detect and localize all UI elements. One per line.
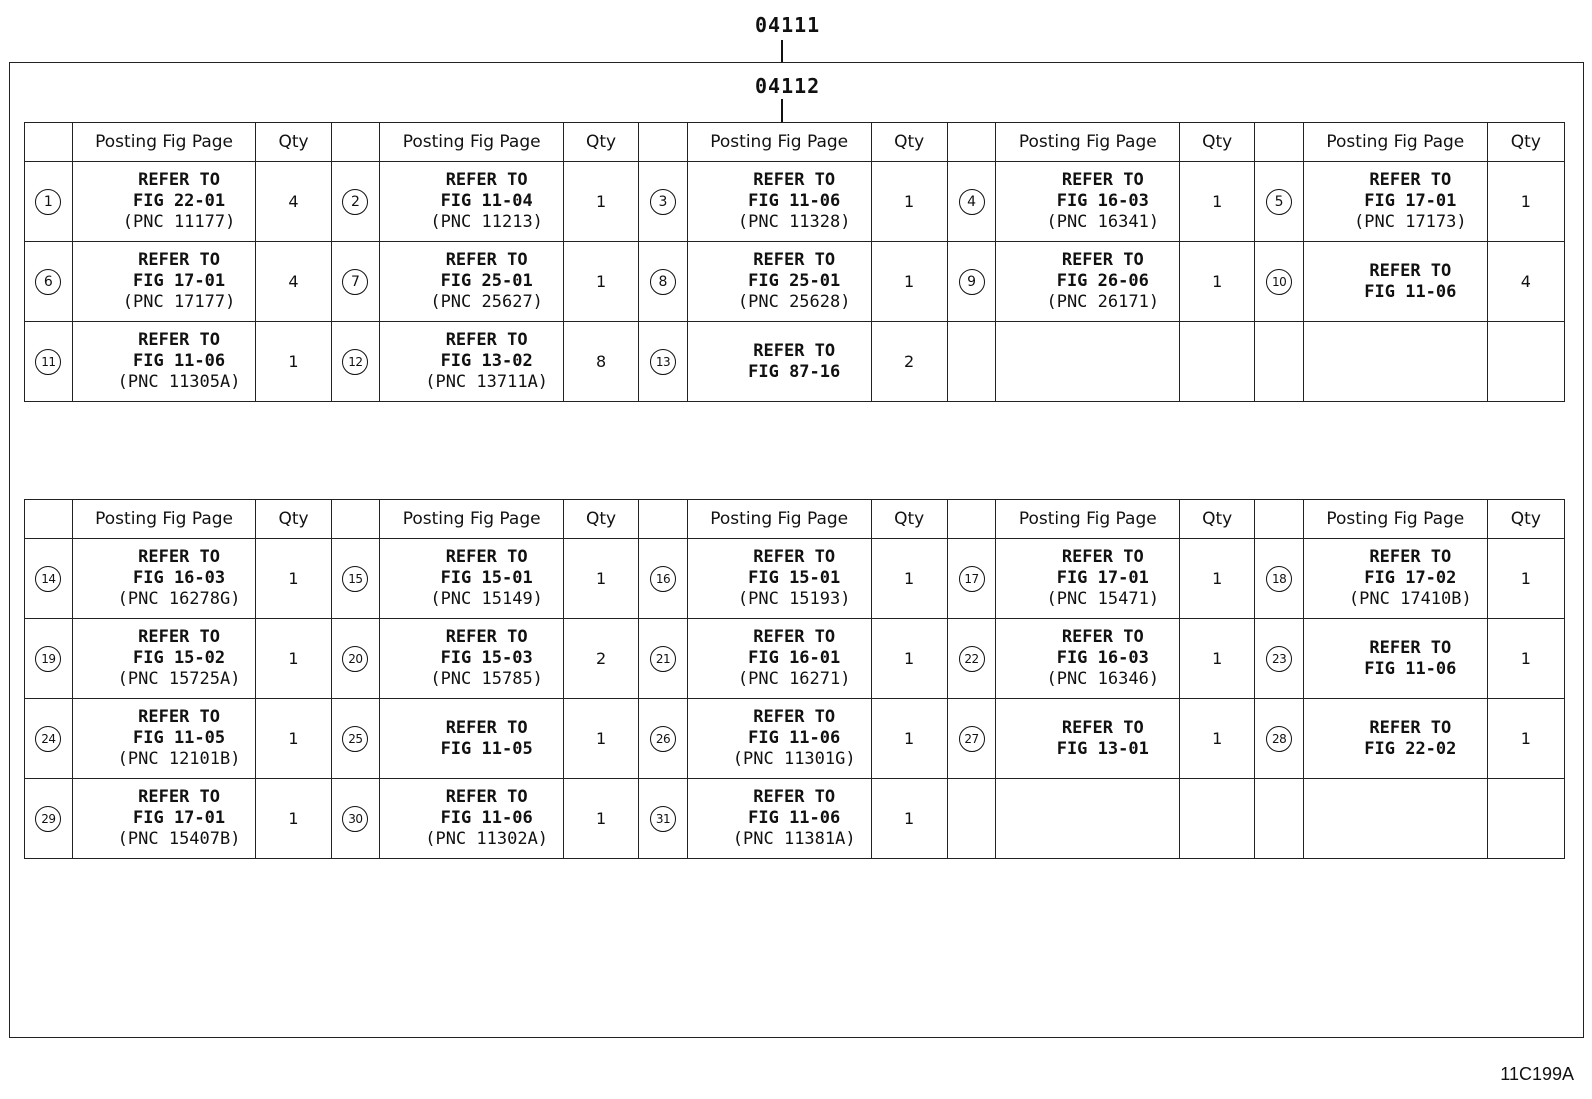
reference-line-l1: REFER TO bbox=[138, 707, 221, 727]
item-number: 18 bbox=[1266, 566, 1292, 592]
reference-line-l3: (PNC 25627) bbox=[430, 292, 543, 312]
qty-cell: 1 bbox=[871, 619, 947, 699]
reference-line-l3: (PNC 15785) bbox=[430, 669, 543, 689]
item-number: 30 bbox=[342, 806, 368, 832]
reference-cell bbox=[996, 322, 1180, 402]
reference-line-l3: (PNC 17410B) bbox=[1348, 589, 1472, 609]
item-number: 14 bbox=[35, 566, 61, 592]
reference-line-l3: (PNC 26171) bbox=[1046, 292, 1160, 312]
reference-line-l1: REFER TO bbox=[445, 330, 528, 350]
header-posting-fig-page: Posting Fig Page bbox=[687, 500, 871, 539]
header-posting-fig-page: Posting Fig Page bbox=[380, 123, 564, 162]
reference-line-l1: REFER TO bbox=[1061, 170, 1144, 190]
reference-cell bbox=[1303, 162, 1487, 242]
header-posting-fig-page: Posting Fig Page bbox=[996, 123, 1180, 162]
reference-line-l3: (PNC 15725A) bbox=[117, 669, 241, 689]
header-posting-fig-page: Posting Fig Page bbox=[687, 123, 871, 162]
reference-cell bbox=[996, 242, 1180, 322]
item-number: 8 bbox=[650, 269, 676, 295]
reference-line-l1: REFER TO bbox=[138, 330, 221, 350]
table-row bbox=[25, 162, 1565, 242]
qty-cell: 1 bbox=[871, 162, 947, 242]
item-number: 15 bbox=[342, 566, 368, 592]
reference-line-l1: REFER TO bbox=[753, 707, 836, 727]
reference-line-l3: (PNC 16278G) bbox=[117, 589, 241, 609]
reference-line-l1: REFER TO bbox=[753, 787, 836, 807]
item-number-cell bbox=[331, 242, 380, 322]
item-number-cell bbox=[331, 162, 380, 242]
header-posting-fig-page: Posting Fig Page bbox=[72, 500, 256, 539]
item-number: 3 bbox=[650, 189, 676, 215]
reference-line-l1: REFER TO bbox=[138, 787, 221, 807]
reference-line-l3: (PNC 11305A) bbox=[117, 372, 241, 392]
reference-cell bbox=[996, 162, 1180, 242]
reference-line-l2: FIG 13-02 bbox=[440, 351, 533, 371]
qty-cell: 4 bbox=[256, 242, 331, 322]
reference-line-l2: FIG 11-05 bbox=[133, 728, 226, 748]
reference-cell bbox=[687, 699, 871, 779]
reference-line-l3: (PNC 11302A) bbox=[425, 829, 549, 849]
reference-line-l2: FIG 87-16 bbox=[748, 361, 841, 382]
assembly-label-04111: 04111 bbox=[755, 13, 821, 37]
reference-line-l2: FIG 16-01 bbox=[748, 648, 841, 668]
item-number: 6 bbox=[35, 269, 61, 295]
reference-line-l1: REFER TO bbox=[138, 250, 221, 270]
header-qty: Qty bbox=[1487, 123, 1564, 162]
item-number: 23 bbox=[1266, 646, 1292, 672]
qty-cell: 1 bbox=[871, 242, 947, 322]
reference-line-l2: FIG 11-05 bbox=[440, 738, 533, 759]
reference-line-l2: FIG 11-06 bbox=[1364, 658, 1457, 679]
qty-cell bbox=[1487, 779, 1564, 859]
item-number-cell bbox=[1255, 242, 1304, 322]
qty-cell bbox=[1180, 779, 1255, 859]
reference-line-l1: REFER TO bbox=[753, 627, 836, 647]
reference-cell bbox=[72, 242, 256, 322]
reference-cell bbox=[72, 539, 256, 619]
reference-cell bbox=[687, 162, 871, 242]
header-posting-fig-page: Posting Fig Page bbox=[1303, 500, 1487, 539]
reference-line-l1: REFER TO bbox=[753, 547, 836, 567]
qty-cell: 1 bbox=[871, 779, 947, 859]
item-number-cell bbox=[639, 242, 688, 322]
reference-cell bbox=[1303, 699, 1487, 779]
reference-line-l2: FIG 25-01 bbox=[440, 271, 533, 291]
qty-cell: 1 bbox=[256, 779, 331, 859]
item-number: 21 bbox=[650, 646, 676, 672]
item-number-cell bbox=[25, 539, 73, 619]
reference-cell bbox=[1303, 242, 1487, 322]
item-number-cell bbox=[639, 699, 688, 779]
item-number-cell bbox=[947, 322, 996, 402]
table-row bbox=[25, 779, 1565, 859]
reference-line-l2: FIG 16-03 bbox=[1056, 648, 1149, 668]
header-index bbox=[25, 500, 73, 539]
reference-cell bbox=[380, 619, 564, 699]
item-number-cell bbox=[1255, 539, 1304, 619]
header-qty: Qty bbox=[564, 123, 639, 162]
reference-line-l1: REFER TO bbox=[445, 250, 528, 270]
reference-line-l3: (PNC 11177) bbox=[122, 212, 236, 232]
reference-line-l1: REFER TO bbox=[1369, 547, 1452, 567]
reference-line-l3: (PNC 11328) bbox=[737, 212, 851, 232]
reference-line-l2: FIG 16-03 bbox=[133, 568, 226, 588]
reference-line-l1: REFER TO bbox=[445, 627, 528, 647]
item-number-cell bbox=[639, 619, 688, 699]
reference-line-l3: (PNC 16271) bbox=[737, 669, 851, 689]
reference-line-l2: FIG 15-03 bbox=[440, 648, 533, 668]
reference-cell bbox=[996, 779, 1180, 859]
item-number-cell bbox=[1255, 322, 1304, 402]
leader-line-04111 bbox=[781, 40, 783, 62]
qty-cell: 1 bbox=[871, 539, 947, 619]
qty-cell: 1 bbox=[564, 539, 639, 619]
item-number: 19 bbox=[35, 646, 61, 672]
table-row bbox=[25, 619, 1565, 699]
reference-cell bbox=[380, 779, 564, 859]
header-index bbox=[1255, 123, 1304, 162]
reference-line-l1: REFER TO bbox=[445, 170, 528, 190]
reference-line-l1: REFER TO bbox=[1369, 637, 1452, 658]
qty-cell: 1 bbox=[871, 699, 947, 779]
reference-line-l1: REFER TO bbox=[1061, 627, 1144, 647]
reference-line-l1: REFER TO bbox=[138, 627, 221, 647]
item-number-cell bbox=[331, 779, 380, 859]
item-number: 24 bbox=[35, 726, 61, 752]
item-number: 31 bbox=[650, 806, 676, 832]
item-number: 2 bbox=[342, 189, 368, 215]
reference-line-l2: FIG 25-01 bbox=[748, 271, 841, 291]
reference-cell bbox=[996, 699, 1180, 779]
item-number-cell bbox=[1255, 162, 1304, 242]
table-row bbox=[25, 699, 1565, 779]
reference-line-l3: (PNC 11301G) bbox=[732, 749, 856, 769]
reference-line-l3: (PNC 11213) bbox=[430, 212, 543, 232]
item-number-cell bbox=[25, 242, 73, 322]
reference-line-l3: (PNC 25628) bbox=[737, 292, 851, 312]
header-index bbox=[947, 500, 996, 539]
reference-line-l2: FIG 11-06 bbox=[1364, 281, 1457, 302]
reference-line-l3: (PNC 15193) bbox=[737, 589, 851, 609]
reference-line-l3: (PNC 15471) bbox=[1046, 589, 1160, 609]
item-number: 4 bbox=[959, 189, 985, 215]
reference-line-l1: REFER TO bbox=[445, 547, 528, 567]
header-posting-fig-page: Posting Fig Page bbox=[1303, 123, 1487, 162]
reference-line-l2: FIG 13-01 bbox=[1056, 738, 1149, 759]
item-number: 17 bbox=[959, 566, 985, 592]
table-row bbox=[25, 242, 1565, 322]
reference-line-l2: FIG 15-01 bbox=[440, 568, 533, 588]
assembly-label-04112: 04112 bbox=[755, 74, 821, 98]
reference-cell bbox=[687, 322, 871, 402]
reference-line-l1: REFER TO bbox=[753, 170, 836, 190]
qty-cell: 1 bbox=[256, 322, 331, 402]
reference-cell bbox=[1303, 619, 1487, 699]
item-number: 13 bbox=[650, 349, 676, 375]
reference-line-l2: FIG 11-06 bbox=[748, 191, 841, 211]
qty-cell: 4 bbox=[256, 162, 331, 242]
item-number-cell bbox=[1255, 619, 1304, 699]
header-posting-fig-page: Posting Fig Page bbox=[72, 123, 256, 162]
item-number: 9 bbox=[959, 269, 985, 295]
reference-cell bbox=[72, 779, 256, 859]
reference-line-l1: REFER TO bbox=[753, 250, 836, 270]
item-number-cell bbox=[947, 699, 996, 779]
parts-table-2 bbox=[24, 499, 1565, 859]
reference-line-l1: REFER TO bbox=[445, 787, 528, 807]
reference-line-l1: REFER TO bbox=[1369, 717, 1452, 738]
table-row bbox=[25, 322, 1565, 402]
reference-line-l2: FIG 16-03 bbox=[1056, 191, 1149, 211]
reference-line-l3: (PNC 15407B) bbox=[117, 829, 241, 849]
reference-line-l1: REFER TO bbox=[1369, 170, 1452, 190]
qty-cell: 1 bbox=[1487, 619, 1564, 699]
qty-cell: 2 bbox=[564, 619, 639, 699]
qty-cell: 1 bbox=[1180, 242, 1255, 322]
item-number-cell bbox=[331, 699, 380, 779]
qty-cell: 1 bbox=[1180, 619, 1255, 699]
reference-cell bbox=[687, 539, 871, 619]
item-number: 25 bbox=[342, 726, 368, 752]
header-posting-fig-page: Posting Fig Page bbox=[996, 500, 1180, 539]
item-number-cell bbox=[25, 162, 73, 242]
reference-line-l3: (PNC 16346) bbox=[1046, 669, 1160, 689]
item-number-cell bbox=[25, 779, 73, 859]
qty-cell bbox=[1487, 322, 1564, 402]
qty-cell: 1 bbox=[564, 779, 639, 859]
qty-cell bbox=[1180, 322, 1255, 402]
reference-line-l1: REFER TO bbox=[445, 717, 528, 738]
header-index bbox=[25, 123, 73, 162]
reference-cell bbox=[687, 779, 871, 859]
qty-cell: 1 bbox=[256, 539, 331, 619]
reference-cell bbox=[380, 322, 564, 402]
reference-cell bbox=[996, 539, 1180, 619]
qty-cell: 1 bbox=[1487, 699, 1564, 779]
qty-cell: 1 bbox=[1487, 539, 1564, 619]
header-index bbox=[639, 500, 688, 539]
qty-cell: 4 bbox=[1487, 242, 1564, 322]
item-number: 26 bbox=[650, 726, 676, 752]
item-number: 1 bbox=[35, 189, 61, 215]
reference-cell bbox=[1303, 322, 1487, 402]
figure-code: 11C199A bbox=[1500, 1064, 1574, 1084]
reference-line-l2: FIG 11-06 bbox=[748, 728, 841, 748]
qty-cell: 1 bbox=[564, 242, 639, 322]
parts-table-1 bbox=[24, 122, 1565, 402]
item-number: 5 bbox=[1266, 189, 1292, 215]
item-number-cell bbox=[25, 699, 73, 779]
item-number-cell bbox=[947, 619, 996, 699]
reference-line-l2: FIG 22-01 bbox=[133, 191, 226, 211]
header-row bbox=[25, 123, 1565, 162]
reference-line-l2: FIG 22-02 bbox=[1364, 738, 1457, 759]
header-index bbox=[947, 123, 996, 162]
item-number-cell bbox=[331, 539, 380, 619]
header-index bbox=[331, 123, 380, 162]
header-qty: Qty bbox=[871, 500, 947, 539]
header-posting-fig-page: Posting Fig Page bbox=[380, 500, 564, 539]
header-row bbox=[25, 500, 1565, 539]
header-qty: Qty bbox=[1180, 123, 1255, 162]
item-number: 20 bbox=[342, 646, 368, 672]
reference-cell bbox=[687, 242, 871, 322]
header-qty: Qty bbox=[256, 500, 331, 539]
reference-cell bbox=[996, 619, 1180, 699]
item-number: 28 bbox=[1266, 726, 1292, 752]
reference-line-l2: FIG 17-01 bbox=[1056, 568, 1149, 588]
reference-line-l3: (PNC 13711A) bbox=[425, 372, 549, 392]
item-number-cell bbox=[331, 322, 380, 402]
reference-line-l2: FIG 11-06 bbox=[440, 808, 533, 828]
header-qty: Qty bbox=[1487, 500, 1564, 539]
reference-line-l3: (PNC 11381A) bbox=[732, 829, 856, 849]
qty-cell: 1 bbox=[1487, 162, 1564, 242]
header-index bbox=[639, 123, 688, 162]
reference-line-l2: FIG 17-01 bbox=[133, 271, 226, 291]
reference-cell bbox=[72, 619, 256, 699]
header-index bbox=[331, 500, 380, 539]
reference-cell bbox=[687, 619, 871, 699]
table-row bbox=[25, 539, 1565, 619]
header-qty: Qty bbox=[1180, 500, 1255, 539]
item-number-cell bbox=[639, 322, 688, 402]
reference-line-l3: (PNC 17177) bbox=[122, 292, 236, 312]
reference-line-l1: REFER TO bbox=[1061, 717, 1144, 738]
item-number: 22 bbox=[959, 646, 985, 672]
reference-cell bbox=[72, 699, 256, 779]
qty-cell: 1 bbox=[256, 699, 331, 779]
reference-line-l2: FIG 11-06 bbox=[748, 808, 841, 828]
qty-cell: 1 bbox=[564, 162, 639, 242]
qty-cell: 1 bbox=[1180, 699, 1255, 779]
item-number-cell bbox=[947, 539, 996, 619]
leader-line-04112 bbox=[781, 99, 783, 123]
reference-cell bbox=[380, 242, 564, 322]
reference-line-l2: FIG 11-04 bbox=[440, 191, 533, 211]
reference-line-l3: (PNC 17173) bbox=[1354, 212, 1467, 232]
reference-cell bbox=[380, 539, 564, 619]
item-number-cell bbox=[639, 539, 688, 619]
reference-line-l1: REFER TO bbox=[753, 340, 836, 361]
reference-cell bbox=[1303, 539, 1487, 619]
item-number-cell bbox=[25, 322, 73, 402]
qty-cell: 1 bbox=[1180, 162, 1255, 242]
item-number-cell bbox=[947, 779, 996, 859]
reference-line-l2: FIG 17-01 bbox=[133, 808, 226, 828]
reference-line-l3: (PNC 12101B) bbox=[117, 749, 241, 769]
reference-cell bbox=[380, 699, 564, 779]
reference-line-l3: (PNC 15149) bbox=[430, 589, 543, 609]
item-number-cell bbox=[331, 619, 380, 699]
item-number: 11 bbox=[35, 349, 61, 375]
reference-line-l2: FIG 15-02 bbox=[133, 648, 226, 668]
item-number: 7 bbox=[342, 269, 368, 295]
qty-cell: 2 bbox=[871, 322, 947, 402]
reference-line-l1: REFER TO bbox=[138, 547, 221, 567]
reference-cell bbox=[72, 322, 256, 402]
item-number-cell bbox=[639, 779, 688, 859]
reference-line-l1: REFER TO bbox=[1061, 547, 1144, 567]
header-qty: Qty bbox=[256, 123, 331, 162]
reference-line-l3: (PNC 16341) bbox=[1046, 212, 1160, 232]
reference-line-l1: REFER TO bbox=[1061, 250, 1144, 270]
item-number-cell bbox=[947, 162, 996, 242]
header-qty: Qty bbox=[564, 500, 639, 539]
reference-line-l2: FIG 26-06 bbox=[1056, 271, 1149, 291]
reference-line-l2: FIG 11-06 bbox=[133, 351, 226, 371]
reference-line-l1: REFER TO bbox=[138, 170, 221, 190]
reference-line-l1: REFER TO bbox=[1369, 260, 1452, 281]
item-number-cell bbox=[639, 162, 688, 242]
item-number: 16 bbox=[650, 566, 676, 592]
item-number: 12 bbox=[342, 349, 368, 375]
item-number: 29 bbox=[35, 806, 61, 832]
qty-cell: 1 bbox=[1180, 539, 1255, 619]
reference-cell bbox=[1303, 779, 1487, 859]
reference-line-l2: FIG 17-01 bbox=[1364, 191, 1457, 211]
qty-cell: 1 bbox=[564, 699, 639, 779]
qty-cell: 8 bbox=[564, 322, 639, 402]
item-number: 27 bbox=[959, 726, 985, 752]
item-number-cell bbox=[1255, 699, 1304, 779]
item-number-cell bbox=[1255, 779, 1304, 859]
header-index bbox=[1255, 500, 1304, 539]
item-number-cell bbox=[25, 619, 73, 699]
reference-cell bbox=[380, 162, 564, 242]
item-number: 10 bbox=[1266, 269, 1292, 295]
qty-cell: 1 bbox=[256, 619, 331, 699]
header-qty: Qty bbox=[871, 123, 947, 162]
reference-line-l2: FIG 15-01 bbox=[748, 568, 841, 588]
reference-cell bbox=[72, 162, 256, 242]
reference-line-l2: FIG 17-02 bbox=[1364, 568, 1457, 588]
item-number-cell bbox=[947, 242, 996, 322]
